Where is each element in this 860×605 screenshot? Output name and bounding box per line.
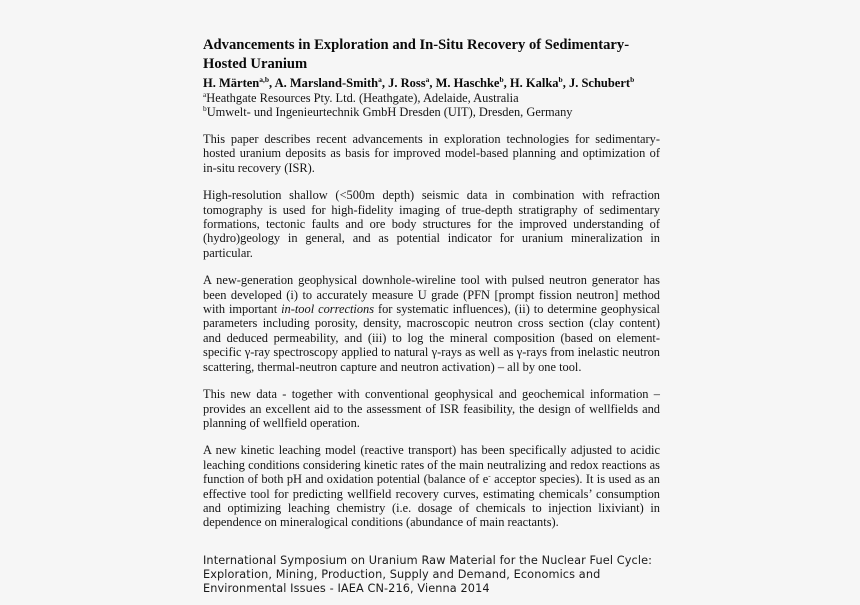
paper-abstract-page [203, 36, 660, 596]
abstract-paragraph-3: A new-generation geophysical downhole-wireline tool with pulsed neutron generator has been developed (i) to accurately measure U grade (PFN [prompt fission neutron] method with important in-tool corrections for systematic influences), (ii) to determine geophysical parameters including porosity, density, macroscopic neutron cross section (clay content) and deduced permeability, and (iii) to log the mineral composition (based on element-specific γ-ray spectroscopy applied to natural γ-rays as well as γ-rays from inelastic neutron scattering, thermal-neutron capture and neutron activation) – all by one tool. [203, 273, 660, 374]
paper-title: Advancements in Exploration and In-Situ Recovery of Sedimentary-Hosted Uranium [203, 37, 630, 72]
footer-line-1: International Symposium on Uranium Raw Material for the Nuclear Fuel Cycle: [203, 553, 653, 567]
abstract-paragraph-4: This new data - together with conventional geophysical and geochemical information – provides an excellent aid to the assessment of ISR feasibility, the design of wellfields and planning of wellfield operation. [203, 387, 660, 430]
footer-line-2: Exploration, Mining, Production, Supply and Demand, Economics and [203, 567, 601, 581]
affiliation-line-b: $^b$Umwelt- und Ingenieurtechnik GmbH Dresden (UIT), Dresden, Germany [203, 103, 573, 119]
abstract-paragraph-1: This paper describes recent advancements in exploration technologies for sedimentary-hosted uranium deposits as basis for improved model-based planning and optimization of in-situ recovery (ISR). [203, 132, 660, 175]
abstract-paragraph-5: A new kinetic leaching model (reactive transport) has been specifically adjusted to acidic leaching conditions considering kinetic rates of the main neutralizing and redox reactions as function of both pH and oxidation potential (balance of e- acceptor species). It is used as an effective tool for predicting wellfield recovery curves, estimating chemicals’ consumption and optimizing leaching chemistry (i.e. dosage of chemicals to injection lixiviant) in dependence on mineralogical conditions (abundance of main reactants). [203, 443, 660, 530]
authors-line: H. Märten$^{a,b}$, A. Marsland-Smith$^a$, J. Ross$^a$, M. Haschke$^b$, H. Kalka$^b$, J. Schubert$^b$ [203, 74, 635, 90]
footer-line-3: Environmental Issues - IAEA CN-216, Vienna 2014 [203, 582, 490, 596]
affiliation-line-a: $^a$Heathgate Resources Pty. Ltd. (Heathgate), Adelaide, Australia [203, 89, 519, 105]
conference-footer [203, 554, 660, 597]
abstract-paragraph-2: High-resolution shallow (<500m depth) seismic data in combination with refraction tomography is used for high-fidelity imaging of true-depth stratigraphy of sedimentary formations, tectonic faults and ore body structures for the improved understanding of (hydro)geology in general, and as potential indicator for uranium mineralization in particular. [203, 188, 660, 260]
